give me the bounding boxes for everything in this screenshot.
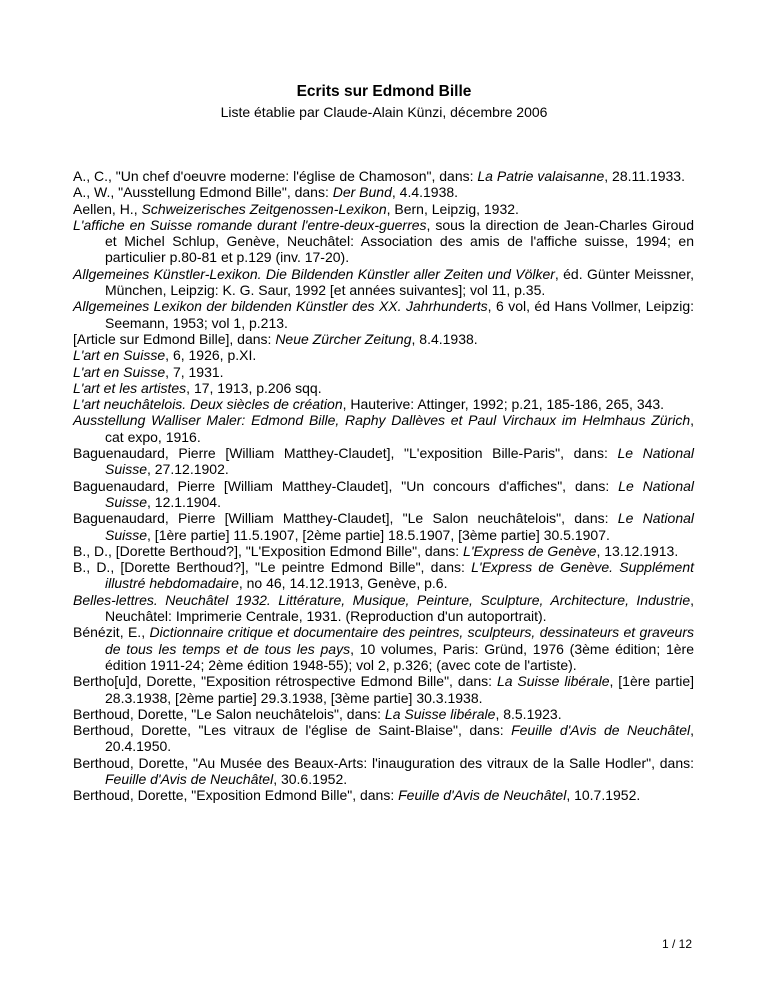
- bibliography-entry: [73, 722, 694, 755]
- bibliography-entry: [73, 559, 694, 592]
- entry-text: , [1ère partie] 28.3.1938, [2ème partie] 29.3.1938, [3ème partie] 30.3.1938.: [105, 673, 694, 706]
- entry-title-italic: Schweizerisches Zeitgenossen-Lexikon: [141, 200, 387, 217]
- entry-title-italic: Allgemeines Künstler-Lexikon. Die Bildenden Künstler aller Zeiten und Völker: [73, 265, 555, 282]
- entry-text: , 6, 1926, p.XI.: [165, 347, 257, 364]
- bibliography-entry: [73, 201, 694, 217]
- entry-text: A., C., "Un chef d'oeuvre moderne: l'église de Chamoson", dans:: [73, 168, 478, 184]
- entry-title-italic: Ausstellung Walliser Maler: Edmond Bille, Raphy Dallèves et Paul Virchaux im Helmhaus Zürich: [73, 412, 691, 429]
- entry-text: B., D., [Dorette Berthoud?], "Le peintre Edmond Bille", dans:: [73, 559, 472, 576]
- entry-title-italic: L'art neuchâtelois. Deux siècles de création: [73, 396, 343, 413]
- entry-text: , no 46, 14.12.1913, Genève, p.6.: [238, 575, 448, 592]
- entry-text: B., D., [Dorette Berthoud?], "L'Exposition Edmond Bille", dans:: [73, 542, 464, 559]
- entry-text: Aellen, H.,: [73, 200, 142, 217]
- bibliography-entry: [73, 624, 694, 673]
- entry-title-italic: Belles-lettres. Neuchâtel 1932. Littérature, Musique, Peinture, Sculpture, Architecture, Industrie: [73, 591, 691, 608]
- bibliography-entry: [73, 787, 694, 803]
- bibliography-entry: [73, 755, 694, 788]
- bibliography-entry: [73, 298, 694, 331]
- entry-text: [Article sur Edmond Bille], dans:: [73, 330, 276, 347]
- bibliography-entry: [73, 543, 694, 559]
- entry-text: Bénézit, E.,: [73, 624, 150, 641]
- entry-text: , 28.11.1933.: [604, 168, 685, 184]
- entry-title-italic: La Suisse libérale: [496, 673, 610, 690]
- entry-title-italic: L'art et les artistes: [73, 379, 187, 396]
- entry-title-italic: Le National Suisse: [105, 510, 695, 543]
- page-number: 1 / 12: [661, 937, 692, 951]
- entry-text: , Neuchâtel: Imprimerie Centrale, 1931. (Reproduction d'un autoportrait).: [105, 591, 694, 625]
- bibliography-entry: [73, 168, 694, 184]
- document-title: Ecrits sur Edmond Bille: [296, 83, 472, 100]
- bibliography-entry: [73, 347, 694, 363]
- entry-title-italic: L'affiche en Suisse romande durant l'entre-deux-guerres: [73, 216, 427, 233]
- entry-text: , 20.4.1950.: [105, 722, 694, 755]
- bibliography-entry: [73, 266, 694, 299]
- bibliography-entry: [73, 380, 694, 396]
- entry-text: , 8.5.1923.: [495, 705, 562, 722]
- bibliography-entry: [73, 396, 694, 412]
- bibliography-entry: [73, 217, 694, 266]
- entry-text: , sous la direction de Jean-Charles Giroud et Michel Schlup, Genève, Neuchâtel: Association des amis de l'affiche suisse, 1994; en particulier p.80-81 et p.129 (inv. 17-20).: [105, 216, 695, 266]
- entry-text: Baguenaudard, Pierre [William Matthey-Claudet], "Le Salon neuchâtelois", dans:: [73, 510, 618, 527]
- entry-text: , 4.4.1938.: [391, 184, 459, 201]
- entry-title-italic: L'art en Suisse: [73, 363, 166, 380]
- entry-title-italic: Feuille d'Avis de Neuchâtel: [105, 770, 274, 787]
- entry-text: Baguenaudard, Pierre [William Matthey-Claudet], "L'exposition Bille-Paris", dans:: [73, 445, 618, 462]
- bibliography-entry: [73, 364, 694, 380]
- entry-title-italic: Dictionnaire critique et documentaire des peintres, sculpteurs, dessinateurs et graveurs de tous les temps et de tous les pays: [105, 624, 694, 657]
- entry-text: , 27.12.1902.: [147, 461, 229, 478]
- entry-text: , 13.12.1913.: [596, 542, 679, 559]
- entry-title-italic: L'art en Suisse: [73, 347, 166, 364]
- entry-title-italic: L'Express de Genève: [463, 542, 597, 559]
- entry-text: Baguenaudard, Pierre [William Matthey-Claudet], "Un concours d'affiches", dans:: [73, 477, 619, 494]
- entry-text: , 8.4.1938.: [411, 330, 478, 347]
- entry-title-italic: La Suisse libérale: [384, 705, 496, 722]
- entry-text: Bertho[u]d, Dorette, "Exposition rétrospective Edmond Bille", dans:: [73, 673, 497, 690]
- entry-title-italic: Le National Suisse: [105, 477, 695, 510]
- entry-text: , 10.7.1952.: [566, 787, 641, 804]
- entry-text: , 6 vol, éd Hans Vollmer, Leipzig: Seemann, 1953; vol 1, p.213.: [105, 298, 694, 331]
- entry-text: Berthoud, Dorette, "Les vitraux de l'église de Saint-Blaise", dans:: [73, 722, 512, 739]
- bibliography-entry: [73, 445, 694, 478]
- bibliography-entry: [73, 706, 694, 722]
- entry-title-italic: Allgemeines Lexikon der bildenden Künstler des XX. Jahrhunderts: [73, 298, 488, 315]
- entry-text: , Bern, Leipzig, 1932.: [386, 200, 519, 217]
- entry-text: , cat expo, 1916.: [105, 412, 694, 445]
- document-subtitle: Liste établie par Claude-Alain Künzi, décembre 2006: [220, 104, 548, 120]
- entry-text: , éd. Günter Meissner, München, Leipzig: K. G. Saur, 1992 [et années suivantes]; vol 11, p.35.: [105, 265, 694, 299]
- entry-text: Berthoud, Dorette, "Au Musée des Beaux-Arts: l'inauguration des vitraux de la Salle Hodler", dans:: [73, 754, 694, 771]
- entry-title-italic: L'Express de Genève. Supplément illustré hebdomadaire: [105, 559, 694, 592]
- entry-text: , 30.6.1952.: [273, 770, 348, 787]
- bibliography-entry: [73, 592, 694, 625]
- bibliography-entry: [73, 184, 694, 200]
- entry-title-italic: Neue Zürcher Zeitung: [275, 330, 412, 347]
- entry-text: , Hauterive: Attinger, 1992; p.21, 185-186, 265, 343.: [342, 396, 665, 413]
- bibliography-entry: [73, 673, 694, 706]
- entry-text: , 17, 1913, p.206 sqq.: [186, 379, 322, 396]
- entry-text: Berthoud, Dorette, "Le Salon neuchâtelois", dans:: [73, 705, 385, 722]
- bibliography-entry: [73, 478, 694, 511]
- bibliography-list: [73, 168, 694, 804]
- entry-text: , 12.1.1904.: [147, 493, 221, 510]
- entry-title-italic: Der Bund: [332, 184, 392, 201]
- bibliography-entry: [73, 412, 694, 445]
- entry-title-italic: Le National Suisse: [105, 445, 695, 478]
- bibliography-entry: [73, 331, 694, 347]
- entry-text: , 10 volumes, Paris: Gründ, 1976 (3ème édition; 1ère édition 1911-24; 2ème édition 1948-55); vol 2, p.326; (avec cote de l'artiste).: [105, 640, 694, 673]
- entry-text: Berthoud, Dorette, "Exposition Edmond Bille", dans:: [73, 787, 399, 804]
- entry-title-italic: Feuille d'Avis de Neuchâtel: [511, 722, 691, 739]
- bibliography-entry: [73, 510, 694, 543]
- entry-text: , 7, 1931.: [165, 363, 224, 380]
- entry-title-italic: Feuille d'Avis de Neuchâtel: [398, 787, 567, 804]
- entry-title-italic: La Patrie valaisanne: [477, 168, 605, 184]
- entry-text: , [1ère partie] 11.5.1907, [2ème partie] 18.5.1907, [3ème partie] 30.5.1907.: [147, 526, 610, 543]
- entry-text: A., W., "Ausstellung Edmond Bille", dans:: [73, 184, 333, 201]
